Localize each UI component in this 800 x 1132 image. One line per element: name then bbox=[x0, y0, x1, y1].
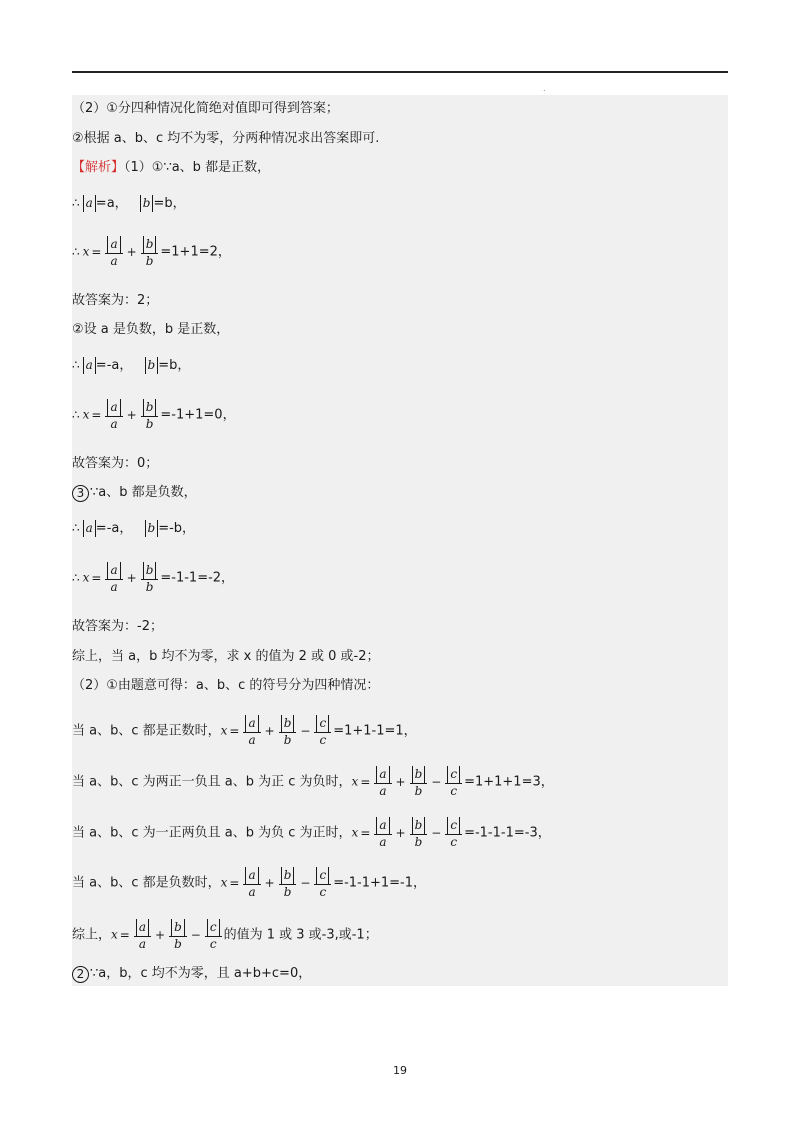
text-line: ②根据 a、b、c 均不为零，分两种情况求出答案即可. bbox=[72, 131, 380, 146]
fraction-abs-c-over-c: $\frac{c}{c}$ bbox=[445, 817, 462, 849]
analysis-tag: 【解析】 bbox=[72, 160, 125, 175]
text-line: （2）①由题意可得：a、b、c 的符号分为四种情况： bbox=[72, 678, 380, 693]
fraction-abs-c-over-c: $\frac{c}{c}$ bbox=[314, 867, 331, 899]
text-line: ②设 a 是负数，b 是正数， bbox=[72, 322, 230, 337]
formula-line: 当 a、b、c 都是正数时，x = $\frac{a}{a}$ + $\frac{b}{b}$ − $\frac{c}{c}$ =1+1-1=1， bbox=[72, 716, 417, 747]
formula-line: ∴ x = $\frac{a}{a}$ + $\frac{b}{b}$ =1+1=2， bbox=[72, 237, 231, 268]
fraction-abs-a-over-a: $\frac{a}{a}$ bbox=[374, 766, 391, 798]
formula-line: ∴ x = $\frac{a}{a}$ + $\frac{b}{b}$ =-1+1=0， bbox=[72, 400, 236, 431]
fraction-abs-a-over-a: $\frac{a}{a}$ bbox=[243, 867, 260, 899]
header-rule bbox=[72, 71, 728, 73]
circled-number: 2 bbox=[72, 966, 89, 983]
fraction-abs-c-over-c: $\frac{c}{c}$ bbox=[314, 715, 331, 747]
fraction-abs-a-over-a: $\frac{a}{a}$ bbox=[105, 399, 122, 431]
abs-a: a bbox=[83, 357, 96, 374]
fraction-abs-a-over-a: $\frac{a}{a}$ bbox=[105, 562, 122, 594]
text-line: 故答案为：2； bbox=[72, 293, 159, 308]
formula-line: ∴ x = $\frac{a}{a}$ + $\frac{b}{b}$ =-1-1=-2， bbox=[72, 563, 235, 594]
abs-line: ∴ a =-a， b =b， bbox=[72, 358, 191, 373]
fraction-abs-c-over-c: $\frac{c}{c}$ bbox=[205, 919, 222, 951]
abs-line: ∴ a =a， b =b， bbox=[72, 196, 186, 211]
fraction-abs-a-over-a: $\frac{a}{a}$ bbox=[374, 817, 391, 849]
page-number: 19 bbox=[393, 1064, 407, 1077]
fraction-abs-c-over-c: $\frac{c}{c}$ bbox=[445, 766, 462, 798]
solution-content bbox=[72, 95, 728, 986]
text-line: 综上，当 a，b 均不为零，求 x 的值为 2 或 0 或-2； bbox=[72, 649, 380, 664]
formula-line: 综上，x = $\frac{a}{a}$ + $\frac{b}{b}$ − $\frac{c}{c}$ 的值为 1 或 3 或-3,或-1； bbox=[72, 920, 378, 951]
formula-line: 当 a、b、c 为两正一负且 a、b 为正 c 为负时，x = $\frac{a}{a}$ + $\frac{b}{b}$ − $\frac{c}{c}$ =1+1+1=3， bbox=[72, 767, 554, 798]
abs-b: b bbox=[145, 357, 159, 374]
fraction-abs-b-over-b: $\frac{b}{b}$ bbox=[169, 919, 187, 951]
abs-line: ∴ a =-a， b =-b， bbox=[72, 521, 196, 536]
text-line: 2 ∵a，b，c 均不为零，且 a+b+c=0， bbox=[72, 965, 311, 983]
header-dot: . bbox=[543, 84, 546, 93]
fraction-abs-b-over-b: $\frac{b}{b}$ bbox=[410, 817, 428, 849]
fraction-abs-b-over-b: $\frac{b}{b}$ bbox=[141, 562, 159, 594]
fraction-abs-b-over-b: $\frac{b}{b}$ bbox=[279, 715, 297, 747]
fraction-abs-a-over-a: $\frac{a}{a}$ bbox=[105, 236, 122, 268]
fraction-abs-a-over-a: $\frac{a}{a}$ bbox=[243, 715, 260, 747]
circled-number: 3 bbox=[72, 485, 89, 502]
fraction-abs-b-over-b: $\frac{b}{b}$ bbox=[410, 766, 428, 798]
abs-a: a bbox=[83, 520, 96, 537]
text-line: 3 ∵a、b 都是负数， bbox=[72, 484, 197, 502]
formula-line: 当 a、b、c 都是负数时，x = $\frac{a}{a}$ + $\frac{b}{b}$ − $\frac{c}{c}$ =-1-1+1=-1， bbox=[72, 868, 427, 899]
text-line: （2）①分四种情况化简绝对值即可得到答案； bbox=[72, 101, 339, 116]
text-line: 故答案为：0； bbox=[72, 456, 159, 471]
fraction-abs-b-over-b: $\frac{b}{b}$ bbox=[279, 867, 297, 899]
fraction-abs-a-over-a: $\frac{a}{a}$ bbox=[134, 919, 151, 951]
text: （1）①∵a、b 都是正数， bbox=[124, 160, 271, 175]
fraction-abs-b-over-b: $\frac{b}{b}$ bbox=[141, 399, 159, 431]
abs-b: b bbox=[145, 520, 159, 537]
abs-b: b bbox=[140, 195, 154, 212]
fraction-abs-b-over-b: $\frac{b}{b}$ bbox=[141, 236, 159, 268]
formula-line: 当 a、b、c 为一正两负且 a、b 为负 c 为正时，x = $\frac{a}{a}$ + $\frac{b}{b}$ − $\frac{c}{c}$ =-1-1-1=-3， bbox=[72, 818, 551, 849]
abs-a: a bbox=[83, 195, 96, 212]
analysis-line bbox=[72, 159, 270, 177]
text-line: 故答案为：-2； bbox=[72, 619, 163, 634]
